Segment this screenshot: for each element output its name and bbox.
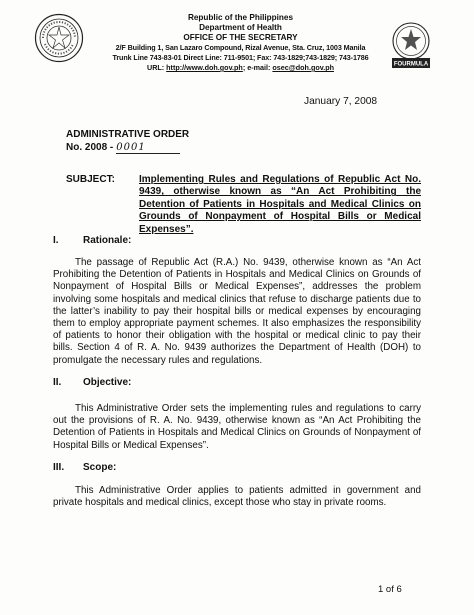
- email-label: ; e-mail:: [242, 63, 271, 72]
- letterhead: [98, 13, 383, 73]
- letterhead-web-contact: [98, 63, 383, 73]
- letterhead-country: Republic of the Philippines: [187, 13, 294, 22]
- email-link[interactable]: osec@doh.gov.ph: [272, 63, 334, 72]
- section-title: Scope:: [83, 462, 117, 473]
- section-title: Objective:: [83, 377, 132, 388]
- section-heading: [53, 235, 131, 246]
- letterhead-department: Department of Health: [199, 23, 282, 32]
- fourmula-one-logo-icon: [388, 21, 434, 73]
- section-numeral: I.: [53, 235, 59, 246]
- order-heading: [66, 128, 189, 154]
- url-link[interactable]: http://www.doh.gov.ph: [166, 63, 243, 72]
- section-body-scope: This Administrative Order applies to patients admitted in government and private hospitals and medical clinics, except those who stay in private rooms.: [53, 485, 421, 509]
- section-body-objective: This Administrative Order sets the implementing rules and regulations to carry out the provisions of R. A. No. 9439, otherwise known as “An Act Prohibiting the Detention of Patients in Hospitals and Medical Clinics on Grounds of Nonpayment of Hospital Bills or Medical Expenses”.: [53, 403, 421, 451]
- page-number: 1 of 6: [378, 584, 402, 595]
- order-number-prefix: No. 2008 -: [66, 142, 114, 153]
- subject-text: Implementing Rules and Regulations of Republic Act No. 9439, otherwise known as “An Act Prohibiting the Detention of Patients in Hospitals and Medical Clinics on Grounds of Nonpayment of Hospital Bills or Medical Expenses”.: [139, 174, 421, 235]
- section-numeral: II.: [53, 377, 62, 388]
- section-numeral: III.: [53, 462, 65, 473]
- section-heading: [53, 377, 131, 388]
- order-number-line: [66, 141, 189, 154]
- section-body-rationale: The passage of Republic Act (R.A.) No. 9439, otherwise known as “An Act Prohibiting the Detention of Patients in Hospitals and Medical Clinics on Grounds of Nonpayment of Hospital Bills or Medical Expenses”, addresses the problem involving some hospitals and medical clinics that refuse to discharge patients due to the latter’s inability to pay their hospital bills or medical expenses by encouraging them to employ appropriate payment schemes. It also emphasizes the responsibility of patients to honor their obligation with the hospital or medical clinic to pay their bills. Section 4 of R. A. No. 9439 authorizes the Department of Health (DOH) to promulgate the necessary rules and regulations.: [53, 257, 421, 366]
- letterhead-phone-lines: Trunk Line 743-83-01 Direct Line: 711-9501; Fax: 743-1829;743-1829; 743-1786: [112, 53, 369, 62]
- subject-label: SUBJECT:: [66, 174, 115, 185]
- order-title: ADMINISTRATIVE ORDER: [66, 129, 190, 140]
- doh-seal-icon: [34, 13, 84, 63]
- order-number-handwritten: 0001: [116, 143, 180, 154]
- document-date: January 7, 2008: [304, 96, 378, 107]
- section-heading: [53, 462, 116, 473]
- letterhead-office: OFFICE OF THE SECRETARY: [183, 33, 298, 42]
- svg-text:FOURMULA: FOURMULA: [393, 61, 429, 68]
- url-label: URL:: [147, 63, 165, 72]
- letterhead-address: 2/F Building 1, San Lazaro Compound, Rizal Avenue, Sta. Cruz, 1003 Manila: [115, 43, 366, 52]
- section-title: Rationale:: [83, 235, 132, 246]
